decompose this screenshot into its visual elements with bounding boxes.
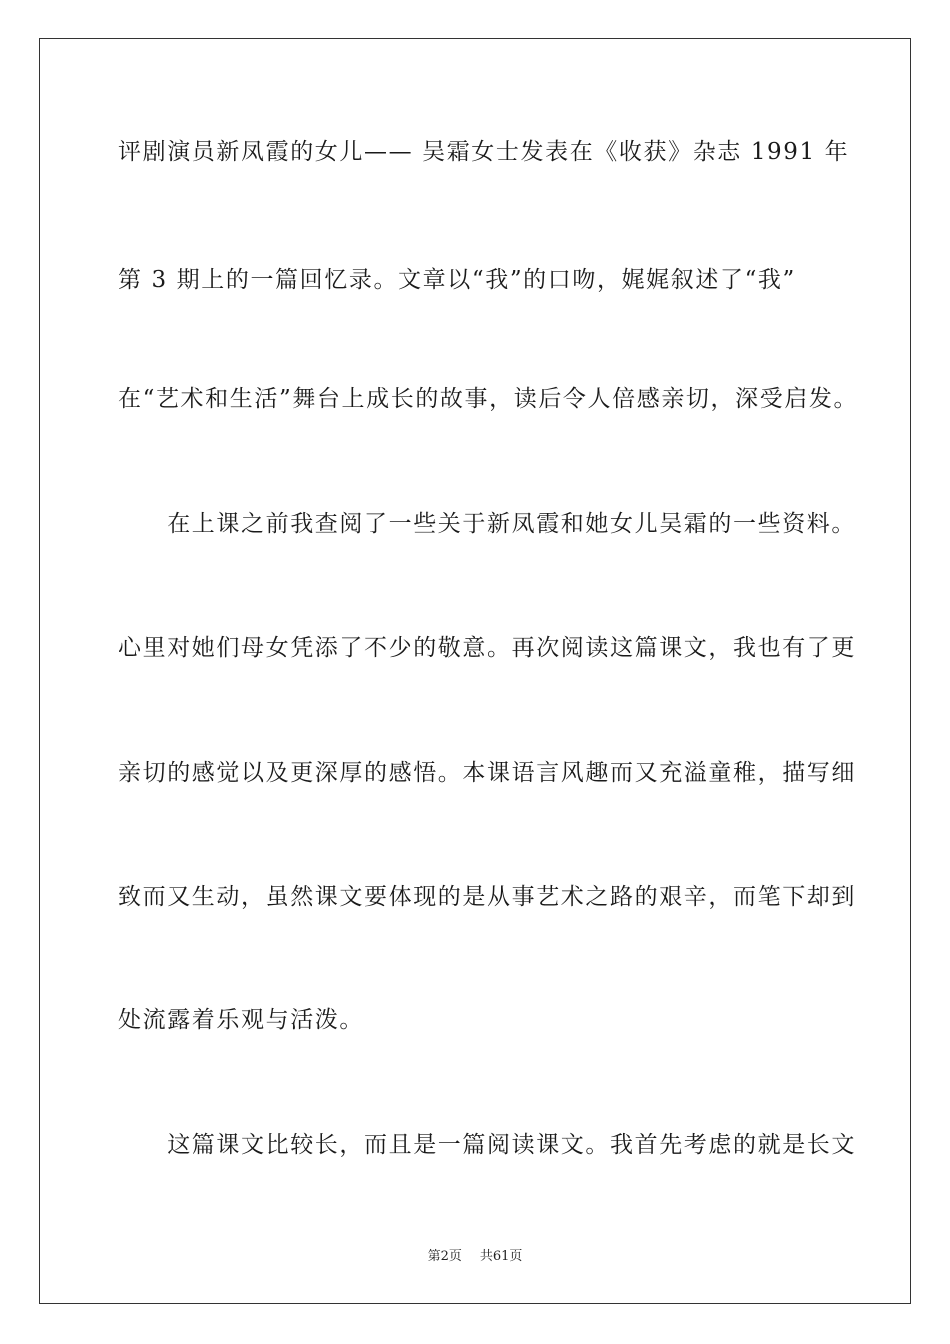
text-line-4: 在上课之前我查阅了一些关于新凤霞和她女儿吴霜的一些资料。 — [118, 511, 856, 537]
page-footer — [0, 1245, 950, 1264]
page-number: 第2页 — [427, 1249, 462, 1264]
text-line-1: 评剧演员新凤霞的女儿—— 吴霜女士发表在《收获》杂志 1991 年 — [118, 139, 850, 165]
text-line-7: 致而又生动，虽然课文要体现的是从事艺术之路的艰辛，而笔下却到 — [118, 884, 856, 910]
total-pages: 共61页 — [479, 1249, 523, 1264]
text-line-8: 处流露着乐观与活泼。 — [118, 1007, 364, 1033]
text-line-2: 第 3 期上的一篇回忆录。文章以“我”的口吻，娓娓叙述了“我” — [118, 267, 796, 293]
page-frame — [39, 38, 911, 1304]
text-line-9: 这篇课文比较长，而且是一篇阅读课文。我首先考虑的就是长文 — [118, 1132, 856, 1158]
text-line-6: 亲切的感觉以及更深厚的感悟。本课语言风趣而又充溢童稚，描写细 — [118, 760, 856, 786]
text-line-5: 心里对她们母女凭添了不少的敬意。再次阅读这篇课文，我也有了更 — [118, 635, 856, 661]
text-line-3: 在“艺术和生活”舞台上成长的故事，读后令人倍感亲切，深受启发。 — [118, 386, 859, 412]
